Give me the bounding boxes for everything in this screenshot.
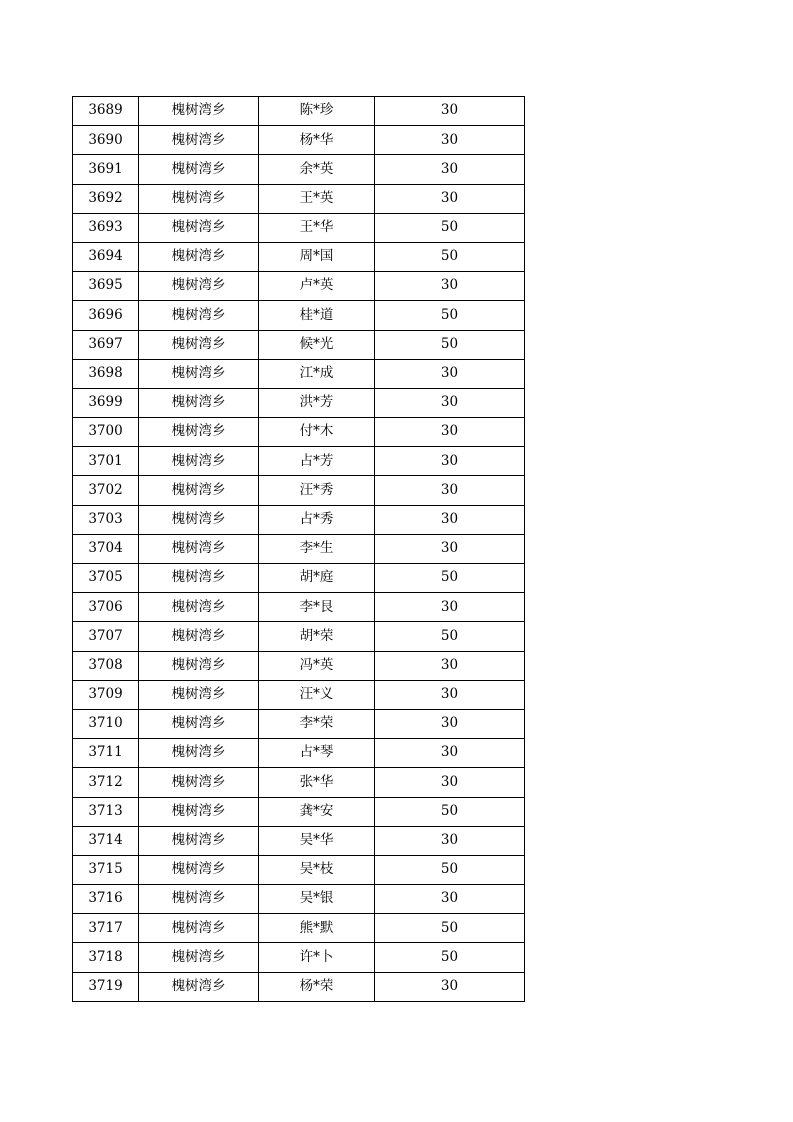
amount-cell: 30 (375, 826, 525, 855)
table-row (73, 564, 525, 593)
table-row (73, 622, 525, 651)
name-cell: 占*秀 (259, 505, 375, 534)
name-cell: 周*国 (259, 242, 375, 271)
name-cell: 吴*枝 (259, 855, 375, 884)
table-row (73, 534, 525, 563)
name-cell: 龚*安 (259, 797, 375, 826)
township-cell: 槐树湾乡 (139, 505, 259, 534)
row-number-cell: 3699 (73, 388, 139, 417)
township-cell: 槐树湾乡 (139, 885, 259, 914)
table-row (73, 739, 525, 768)
row-number-cell: 3702 (73, 476, 139, 505)
amount-cell: 50 (375, 213, 525, 242)
township-cell: 槐树湾乡 (139, 301, 259, 330)
row-number-cell: 3712 (73, 768, 139, 797)
amount-cell: 50 (375, 914, 525, 943)
row-number-cell: 3692 (73, 184, 139, 213)
table-row (73, 359, 525, 388)
amount-cell: 30 (375, 534, 525, 563)
township-cell: 槐树湾乡 (139, 418, 259, 447)
table-row (73, 885, 525, 914)
table-row (73, 126, 525, 155)
name-cell: 占*芳 (259, 447, 375, 476)
amount-cell: 50 (375, 564, 525, 593)
table-row (73, 184, 525, 213)
row-number-cell: 3713 (73, 797, 139, 826)
table-row (73, 709, 525, 738)
township-cell: 槐树湾乡 (139, 972, 259, 1001)
table-row (73, 680, 525, 709)
township-cell: 槐树湾乡 (139, 126, 259, 155)
row-number-cell: 3714 (73, 826, 139, 855)
township-cell: 槐树湾乡 (139, 330, 259, 359)
name-cell: 王*华 (259, 213, 375, 242)
amount-cell: 30 (375, 885, 525, 914)
amount-cell: 30 (375, 651, 525, 680)
row-number-cell: 3709 (73, 680, 139, 709)
amount-cell: 30 (375, 272, 525, 301)
township-cell: 槐树湾乡 (139, 272, 259, 301)
name-cell: 张*华 (259, 768, 375, 797)
row-number-cell: 3717 (73, 914, 139, 943)
name-cell: 余*英 (259, 155, 375, 184)
name-cell: 杨*荣 (259, 972, 375, 1001)
table-row (73, 972, 525, 1001)
name-cell: 吴*银 (259, 885, 375, 914)
amount-cell: 50 (375, 943, 525, 972)
row-number-cell: 3697 (73, 330, 139, 359)
amount-cell: 30 (375, 680, 525, 709)
amount-cell: 30 (375, 476, 525, 505)
township-cell: 槐树湾乡 (139, 242, 259, 271)
row-number-cell: 3698 (73, 359, 139, 388)
amount-cell: 50 (375, 622, 525, 651)
amount-cell: 30 (375, 505, 525, 534)
name-cell: 冯*英 (259, 651, 375, 680)
table-row (73, 213, 525, 242)
row-number-cell: 3700 (73, 418, 139, 447)
table-row (73, 855, 525, 884)
table-row (73, 301, 525, 330)
township-cell: 槐树湾乡 (139, 855, 259, 884)
name-cell: 付*木 (259, 418, 375, 447)
table-row (73, 155, 525, 184)
name-cell: 许*卜 (259, 943, 375, 972)
name-cell: 李*荣 (259, 709, 375, 738)
row-number-cell: 3693 (73, 213, 139, 242)
roster-table (72, 96, 525, 1002)
table-row (73, 914, 525, 943)
row-number-cell: 3705 (73, 564, 139, 593)
township-cell: 槐树湾乡 (139, 447, 259, 476)
name-cell: 江*成 (259, 359, 375, 388)
name-cell: 李*艮 (259, 593, 375, 622)
township-cell: 槐树湾乡 (139, 184, 259, 213)
table-row (73, 651, 525, 680)
amount-cell: 30 (375, 388, 525, 417)
township-cell: 槐树湾乡 (139, 155, 259, 184)
row-number-cell: 3694 (73, 242, 139, 271)
township-cell: 槐树湾乡 (139, 739, 259, 768)
amount-cell: 30 (375, 418, 525, 447)
amount-cell: 30 (375, 359, 525, 388)
township-cell: 槐树湾乡 (139, 826, 259, 855)
table-row (73, 476, 525, 505)
township-cell: 槐树湾乡 (139, 768, 259, 797)
name-cell: 王*英 (259, 184, 375, 213)
amount-cell: 30 (375, 593, 525, 622)
township-cell: 槐树湾乡 (139, 534, 259, 563)
name-cell: 胡*庭 (259, 564, 375, 593)
document-page (72, 96, 524, 1002)
name-cell: 汪*义 (259, 680, 375, 709)
amount-cell: 30 (375, 972, 525, 1001)
name-cell: 胡*荣 (259, 622, 375, 651)
township-cell: 槐树湾乡 (139, 914, 259, 943)
row-number-cell: 3716 (73, 885, 139, 914)
amount-cell: 50 (375, 855, 525, 884)
row-number-cell: 3711 (73, 739, 139, 768)
row-number-cell: 3706 (73, 593, 139, 622)
table-row (73, 593, 525, 622)
township-cell: 槐树湾乡 (139, 564, 259, 593)
table-row (73, 943, 525, 972)
name-cell: 洪*芳 (259, 388, 375, 417)
row-number-cell: 3704 (73, 534, 139, 563)
roster-table-body (73, 97, 525, 1002)
amount-cell: 50 (375, 330, 525, 359)
township-cell: 槐树湾乡 (139, 593, 259, 622)
table-row (73, 768, 525, 797)
township-cell: 槐树湾乡 (139, 97, 259, 126)
amount-cell: 30 (375, 447, 525, 476)
row-number-cell: 3695 (73, 272, 139, 301)
row-number-cell: 3703 (73, 505, 139, 534)
amount-cell: 50 (375, 301, 525, 330)
amount-cell: 30 (375, 155, 525, 184)
name-cell: 桂*道 (259, 301, 375, 330)
name-cell: 卢*英 (259, 272, 375, 301)
row-number-cell: 3719 (73, 972, 139, 1001)
row-number-cell: 3696 (73, 301, 139, 330)
name-cell: 候*光 (259, 330, 375, 359)
row-number-cell: 3691 (73, 155, 139, 184)
name-cell: 熊*默 (259, 914, 375, 943)
township-cell: 槐树湾乡 (139, 388, 259, 417)
township-cell: 槐树湾乡 (139, 797, 259, 826)
township-cell: 槐树湾乡 (139, 680, 259, 709)
amount-cell: 30 (375, 739, 525, 768)
row-number-cell: 3710 (73, 709, 139, 738)
table-row (73, 330, 525, 359)
row-number-cell: 3689 (73, 97, 139, 126)
township-cell: 槐树湾乡 (139, 651, 259, 680)
table-row (73, 97, 525, 126)
township-cell: 槐树湾乡 (139, 709, 259, 738)
table-row (73, 418, 525, 447)
township-cell: 槐树湾乡 (139, 476, 259, 505)
amount-cell: 30 (375, 768, 525, 797)
amount-cell: 50 (375, 242, 525, 271)
township-cell: 槐树湾乡 (139, 359, 259, 388)
table-row (73, 797, 525, 826)
table-row (73, 272, 525, 301)
amount-cell: 30 (375, 184, 525, 213)
name-cell: 李*生 (259, 534, 375, 563)
row-number-cell: 3718 (73, 943, 139, 972)
table-row (73, 242, 525, 271)
amount-cell: 30 (375, 97, 525, 126)
row-number-cell: 3690 (73, 126, 139, 155)
row-number-cell: 3707 (73, 622, 139, 651)
table-row (73, 388, 525, 417)
name-cell: 杨*华 (259, 126, 375, 155)
row-number-cell: 3708 (73, 651, 139, 680)
name-cell: 占*琴 (259, 739, 375, 768)
amount-cell: 30 (375, 126, 525, 155)
amount-cell: 50 (375, 797, 525, 826)
township-cell: 槐树湾乡 (139, 213, 259, 242)
row-number-cell: 3715 (73, 855, 139, 884)
table-row (73, 826, 525, 855)
name-cell: 汪*秀 (259, 476, 375, 505)
table-row (73, 505, 525, 534)
amount-cell: 30 (375, 709, 525, 738)
name-cell: 吴*华 (259, 826, 375, 855)
name-cell: 陈*珍 (259, 97, 375, 126)
row-number-cell: 3701 (73, 447, 139, 476)
table-row (73, 447, 525, 476)
township-cell: 槐树湾乡 (139, 622, 259, 651)
township-cell: 槐树湾乡 (139, 943, 259, 972)
